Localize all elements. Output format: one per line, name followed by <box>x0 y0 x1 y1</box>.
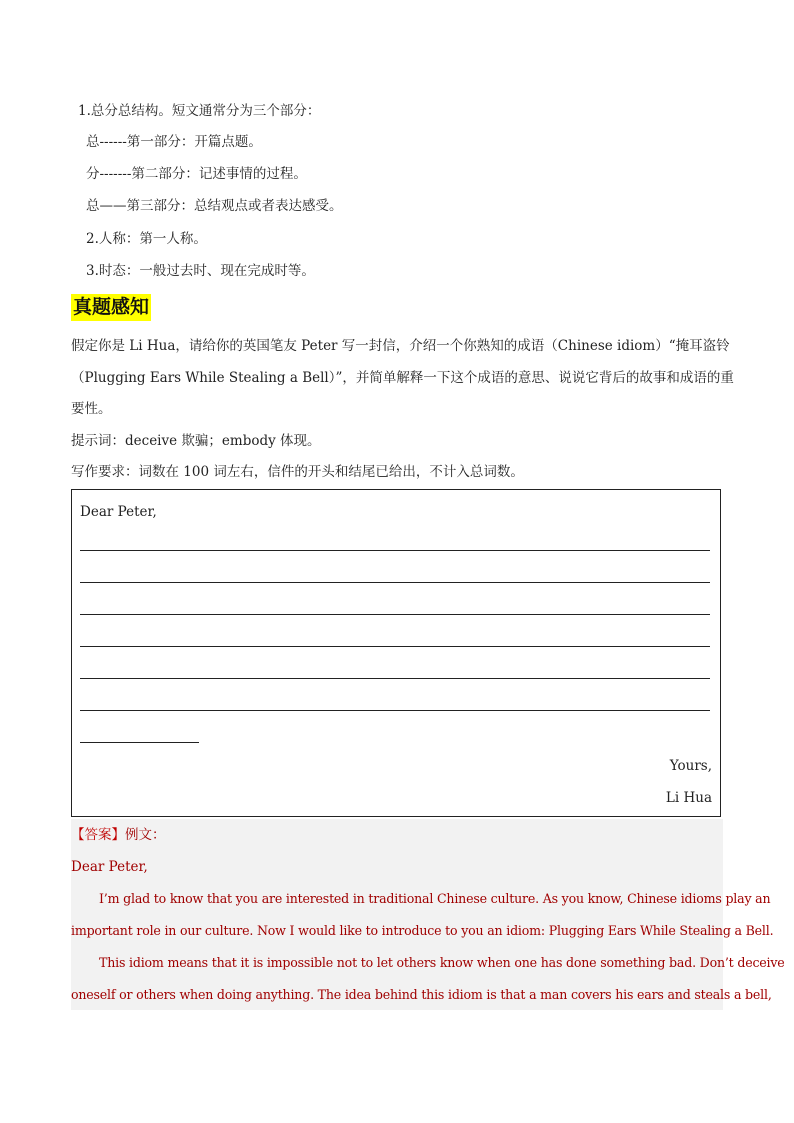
answer-line[interactable] <box>80 614 710 615</box>
prompt-line-2: （Plugging Ears While Stealing a Bell）”，并简单解释一下这个成语的意思、说说它背后的故事和成语的重 <box>71 370 734 386</box>
letter-signature: Li Hua <box>665 790 712 806</box>
structure-item-1: 1.总分总结构。短文通常分为三个部分： <box>78 103 321 119</box>
answer-paragraph-2-line-2: oneself or others when doing anything. The idea behind this idiom is that a man covers his ears and steals a bell, <box>71 987 772 1002</box>
answer-line[interactable] <box>80 646 710 647</box>
hint-words: 提示词：deceive 欺骗；embody 体现。 <box>71 433 321 449</box>
answer-section <box>71 819 785 1010</box>
writing-requirement: 写作要求：词数在 100 词左右，信件的开头和结尾已给出，不计入总词数。 <box>71 464 524 480</box>
answer-line[interactable] <box>80 582 710 583</box>
answer-paragraph-1-line-2: important role in our culture. Now I would like to introduce to you an idiom: Plugging Ears While Stealing a Bell. <box>71 923 774 938</box>
answer-greeting: Dear Peter, <box>71 859 148 875</box>
answer-paragraph-1-line-1: I’m glad to know that you are interested in traditional Chinese culture. As you know, Chinese idioms play an <box>99 891 771 906</box>
section-heading: 真题感知 <box>71 294 151 321</box>
prompt-line-3: 要性。 <box>71 401 112 417</box>
letter-closing: Yours, <box>669 758 712 774</box>
prompt-line-1: 假定你是 Li Hua，请给你的英国笔友 Peter 写一封信，介绍一个你熟知的成语（Chinese idiom）“掩耳盗铃 <box>71 338 730 354</box>
answer-paragraph-2-line-1: This idiom means that it is impossible not to let others know when one has done something bad. Don’t deceive <box>99 955 785 970</box>
structure-part-1: 总------第一部分：开篇点题。 <box>86 134 262 150</box>
structure-part-2: 分-------第二部分：记述事情的过程。 <box>86 166 307 182</box>
structure-item-3: 3.时态：一般过去时、现在完成时等。 <box>86 263 315 279</box>
answer-label-suffix: 例文： <box>125 827 166 843</box>
letter-writing-box <box>71 489 721 817</box>
structure-item-2: 2.人称：第一人称。 <box>86 231 207 247</box>
letter-greeting: Dear Peter, <box>80 504 157 520</box>
answer-line[interactable] <box>80 710 710 711</box>
answer-heading <box>71 825 166 845</box>
answer-line[interactable] <box>80 678 710 679</box>
answer-label: 【答案】 <box>71 827 125 843</box>
structure-part-3: 总——第三部分：总结观点或者表达感受。 <box>86 198 343 214</box>
answer-line-short[interactable] <box>80 742 199 743</box>
answer-line[interactable] <box>80 550 710 551</box>
